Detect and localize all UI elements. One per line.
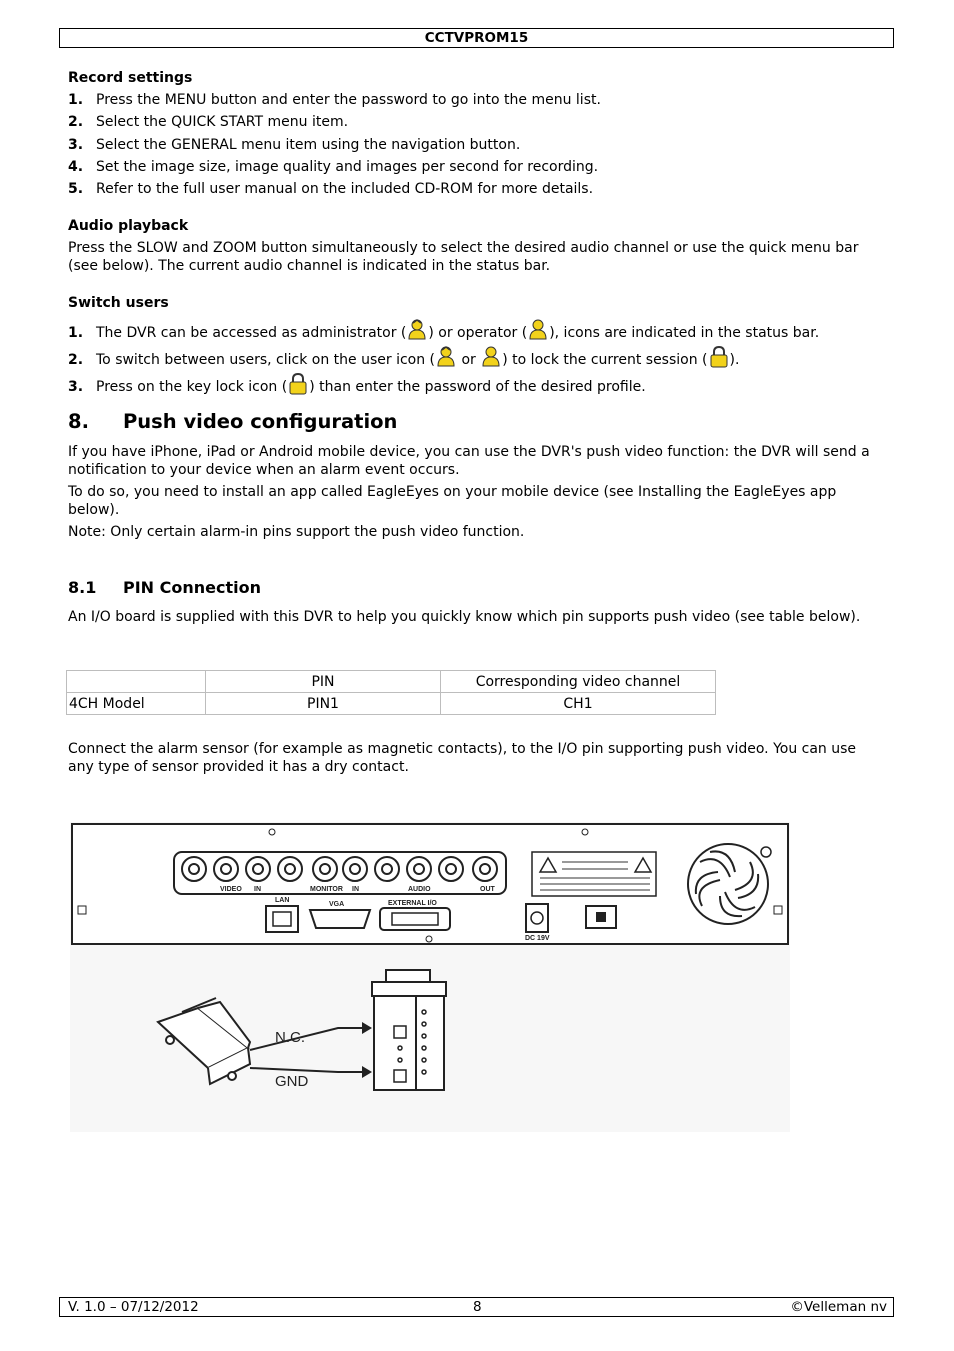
section-8-1-paragraph: An I/O board is supplied with this DVR to help you quickly know which pin supports push video (see table below). <box>68 609 861 625</box>
list-item: 3. Press on the key lock icon ( ) than enter the password of the desired profile. <box>68 373 646 396</box>
vga-label: VGA <box>329 901 345 908</box>
table-header-cell: Corresponding video channel <box>441 671 716 693</box>
pin-table <box>66 670 716 715</box>
section-8-note: Note: Only certain alarm-in pins support the push video function. <box>68 524 525 540</box>
list-item: 2. To switch between users, click on the user icon ( or ) to lock the current session ( ). <box>68 346 739 369</box>
table-header-cell <box>67 671 206 693</box>
section-8-paragraph: To do so, you need to install an app called EagleEyes on your mobile device (see Installing the EagleEyes app below). <box>68 484 837 518</box>
admin-user-icon <box>436 346 456 368</box>
in-label: IN <box>352 886 359 893</box>
section-8-paragraph: If you have iPhone, iPad or Android mobile device, you can use the DVR's push video function: the DVR will send a notification to your device when an alarm event occurs. <box>68 444 870 478</box>
monitor-label: MONITOR <box>310 886 343 893</box>
audio-playback-text: Press the SLOW and ZOOM button simultaneously to select the desired audio channel or use the quick menu bar (see below). The current audio channel is indicated in the status bar. <box>68 240 859 274</box>
list-item: 2. Select the QUICK START menu item. <box>68 114 349 130</box>
table-row <box>67 693 716 715</box>
io-terminal-block <box>372 970 446 1090</box>
table-cell: CH1 <box>441 693 716 715</box>
lan-label: LAN <box>275 897 290 904</box>
dvr-rear-panel-diagram <box>70 822 790 1132</box>
vga-port <box>310 910 370 928</box>
switch-users-heading: Switch users <box>68 295 169 311</box>
table-cell: PIN1 <box>206 693 441 715</box>
operator-user-icon <box>528 319 548 341</box>
section-8-1-paragraph: Connect the alarm sensor (for example as magnetic contacts), to the I/O pin supporting push video. You can use any type of sensor provided it has a dry contact. <box>68 741 857 775</box>
list-item: 1. The DVR can be accessed as administrator ( ) or operator ( ), icons are indicated in the status bar. <box>68 319 819 342</box>
audio-label: AUDIO <box>408 886 431 893</box>
in-label: IN <box>254 886 261 893</box>
lock-icon <box>288 373 308 395</box>
list-item: 5. Refer to the full user manual on the included CD-ROM for more details. <box>68 181 594 197</box>
record-settings-heading: Record settings <box>68 70 193 86</box>
section-8-heading: 8. Push video configuration <box>68 410 398 433</box>
table-cell: 4CH Model <box>67 693 206 715</box>
external-io-label: EXTERNAL I/O <box>388 900 437 907</box>
footer-copyright: ©Velleman nv <box>790 1299 887 1315</box>
table-header-row <box>67 671 716 693</box>
list-item: 4. Set the image size, image quality and images per second for recording. <box>68 159 599 175</box>
lock-icon <box>709 346 729 368</box>
list-item: 3. Select the GENERAL menu item using the navigation button. <box>68 137 521 153</box>
list-item: 1. Press the MENU button and enter the password to go into the menu list. <box>68 92 601 108</box>
video-label: VIDEO <box>220 886 242 893</box>
admin-user-icon <box>407 319 427 341</box>
out-label: OUT <box>480 886 495 893</box>
nc-label: N.C. <box>275 1029 305 1046</box>
audio-playback-heading: Audio playback <box>68 218 189 234</box>
page-header: CCTVPROM15 <box>59 28 894 48</box>
page-footer <box>59 1297 894 1317</box>
footer-page-number: 8 <box>473 1299 482 1315</box>
dc-label: DC 19V <box>525 935 550 942</box>
section-8-1-heading: 8.1 PIN Connection <box>68 578 262 597</box>
footer-version: V. 1.0 – 07/12/2012 <box>68 1299 199 1315</box>
gnd-label: GND <box>275 1073 309 1090</box>
table-header-cell: PIN <box>206 671 441 693</box>
operator-user-icon <box>481 346 501 368</box>
